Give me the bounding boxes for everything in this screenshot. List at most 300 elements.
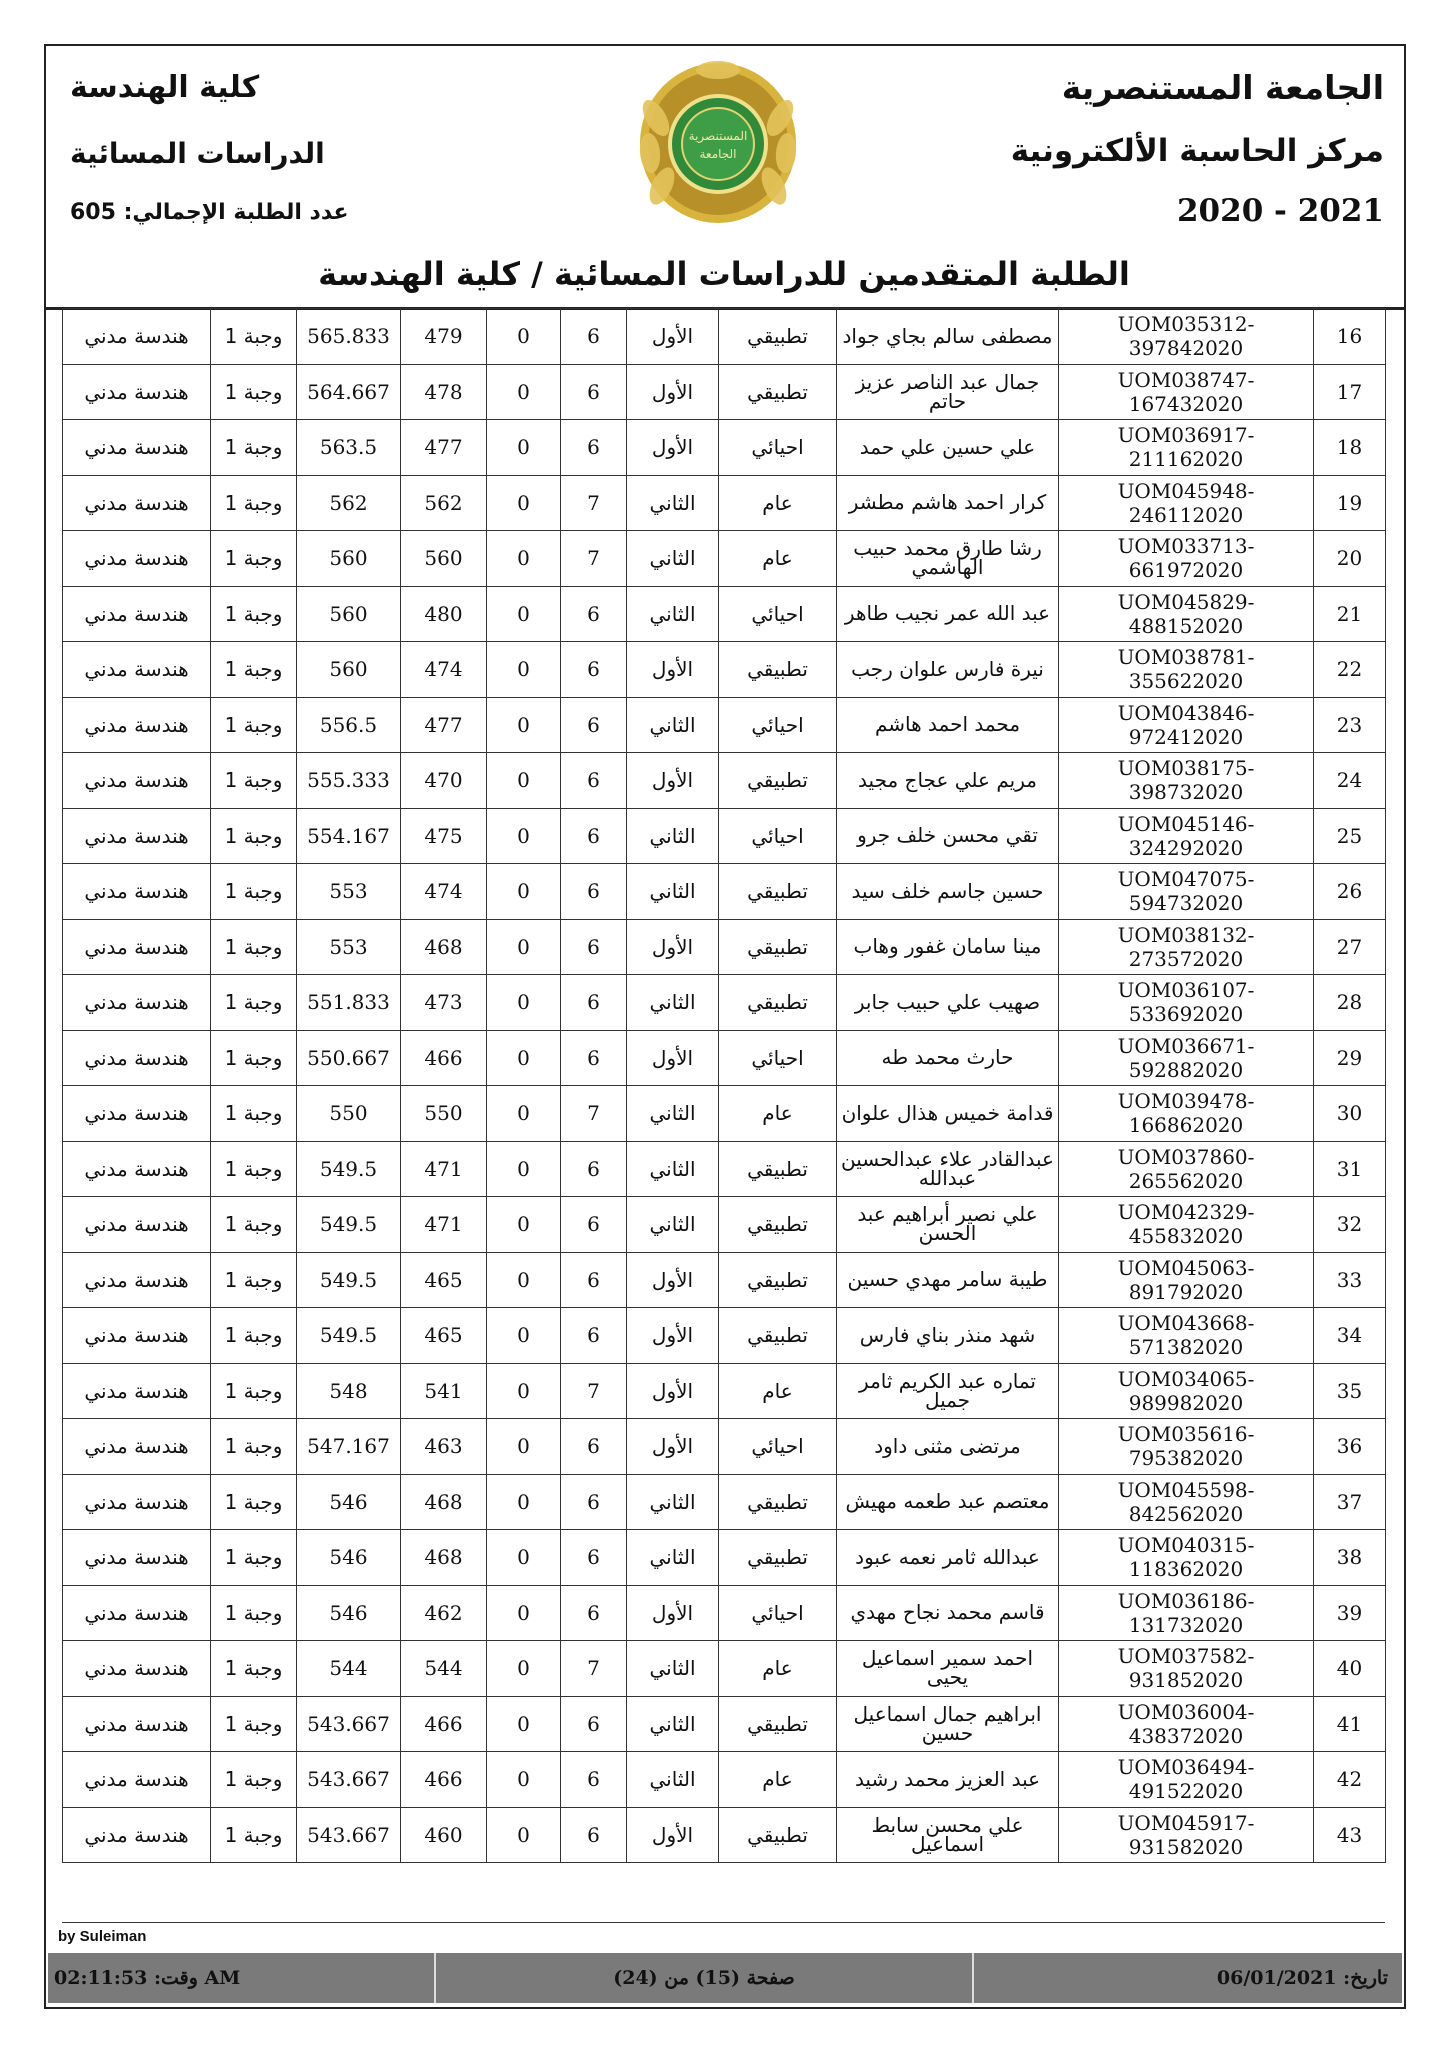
score-cell: 462 — [401, 1585, 487, 1641]
phase-cell: وجبة 1 — [211, 808, 297, 864]
row-number-cell: 17 — [1314, 364, 1386, 420]
round-cell: الأول — [627, 753, 719, 809]
average-cell: 549.5 — [297, 1141, 401, 1197]
phase-cell: وجبة 1 — [211, 475, 297, 531]
row-number-cell: 30 — [1314, 1086, 1386, 1142]
student-name-cell: عبد الله عمر نجيب طاهر — [837, 586, 1059, 642]
row-number-cell: 26 — [1314, 864, 1386, 920]
department-cell: هندسة مدني — [63, 1585, 211, 1641]
table-row — [63, 475, 1386, 531]
university-name: الجامعة المستنصرية — [1061, 68, 1384, 107]
count2-cell: 0 — [487, 1197, 561, 1253]
count1-cell: 7 — [561, 1641, 627, 1697]
university-seal-logo — [636, 58, 801, 228]
phase-cell: وجبة 1 — [211, 309, 297, 365]
department-cell: هندسة مدني — [63, 1086, 211, 1142]
student-name-cell: شهد منذر بناي فارس — [837, 1308, 1059, 1364]
round-cell: الأول — [627, 1252, 719, 1308]
branch-cell: احيائي — [719, 697, 837, 753]
row-number-cell: 29 — [1314, 1030, 1386, 1086]
row-number-cell: 39 — [1314, 1585, 1386, 1641]
round-cell: الثاني — [627, 1141, 719, 1197]
table-row — [63, 1696, 1386, 1752]
student-code-cell: UOM040315-118362020 — [1059, 1530, 1314, 1586]
branch-cell: تطبيقي — [719, 1252, 837, 1308]
score-cell: 477 — [401, 420, 487, 476]
department-cell: هندسة مدني — [63, 975, 211, 1031]
student-name-cell: علي نصير أبراهيم عبد الحسن — [837, 1197, 1059, 1253]
round-cell: الثاني — [627, 864, 719, 920]
phase-cell: وجبة 1 — [211, 1419, 297, 1475]
academic-year: 2020 - 2021 — [1176, 193, 1384, 229]
count1-cell: 6 — [561, 1252, 627, 1308]
branch-cell: احيائي — [719, 808, 837, 864]
phase-cell: وجبة 1 — [211, 364, 297, 420]
department-cell: هندسة مدني — [63, 1308, 211, 1364]
department-cell: هندسة مدني — [63, 1419, 211, 1475]
average-cell: 563.5 — [297, 420, 401, 476]
count1-cell: 6 — [561, 1696, 627, 1752]
bottom-divider — [62, 1922, 1385, 1923]
branch-cell: تطبيقي — [719, 642, 837, 698]
count1-cell: 6 — [561, 1141, 627, 1197]
department-cell: هندسة مدني — [63, 1474, 211, 1530]
count2-cell: 0 — [487, 475, 561, 531]
count2-cell: 0 — [487, 753, 561, 809]
row-number-cell: 40 — [1314, 1641, 1386, 1697]
student-name-cell: كرار احمد هاشم مطشر — [837, 475, 1059, 531]
svg-text:الجامعة: الجامعة — [699, 147, 737, 161]
count2-cell: 0 — [487, 864, 561, 920]
branch-cell: احيائي — [719, 1030, 837, 1086]
table-row — [63, 1585, 1386, 1641]
count2-cell: 0 — [487, 1030, 561, 1086]
branch-cell: تطبيقي — [719, 1530, 837, 1586]
table-row — [63, 642, 1386, 698]
phase-cell: وجبة 1 — [211, 1086, 297, 1142]
count2-cell: 0 — [487, 1752, 561, 1808]
department-cell: هندسة مدني — [63, 864, 211, 920]
branch-cell: احيائي — [719, 1585, 837, 1641]
score-cell: 466 — [401, 1030, 487, 1086]
count1-cell: 6 — [561, 1585, 627, 1641]
table-row — [63, 420, 1386, 476]
department-cell: هندسة مدني — [63, 1752, 211, 1808]
row-number-cell: 31 — [1314, 1141, 1386, 1197]
row-number-cell: 21 — [1314, 586, 1386, 642]
average-cell: 565.833 — [297, 309, 401, 365]
average-cell: 562 — [297, 475, 401, 531]
score-cell: 562 — [401, 475, 487, 531]
phase-cell: وجبة 1 — [211, 1696, 297, 1752]
table-row — [63, 1363, 1386, 1419]
average-cell: 550 — [297, 1086, 401, 1142]
count1-cell: 6 — [561, 1752, 627, 1808]
student-code-cell: UOM036107-533692020 — [1059, 975, 1314, 1031]
phase-cell: وجبة 1 — [211, 420, 297, 476]
row-number-cell: 16 — [1314, 309, 1386, 365]
count1-cell: 6 — [561, 420, 627, 476]
round-cell: الثاني — [627, 586, 719, 642]
average-cell: 543.667 — [297, 1807, 401, 1863]
row-number-cell: 34 — [1314, 1308, 1386, 1364]
phase-cell: وجبة 1 — [211, 1807, 297, 1863]
count1-cell: 6 — [561, 364, 627, 420]
row-number-cell: 28 — [1314, 975, 1386, 1031]
branch-cell: عام — [719, 1363, 837, 1419]
branch-cell: تطبيقي — [719, 1197, 837, 1253]
average-cell: 560 — [297, 531, 401, 587]
average-cell: 546 — [297, 1585, 401, 1641]
branch-cell: تطبيقي — [719, 1308, 837, 1364]
student-name-cell: معتصم عبد طعمه مهيش — [837, 1474, 1059, 1530]
score-cell: 465 — [401, 1308, 487, 1364]
student-code-cell: UOM038175-398732020 — [1059, 753, 1314, 809]
student-name-cell: حسين جاسم خلف سيد — [837, 864, 1059, 920]
row-number-cell: 42 — [1314, 1752, 1386, 1808]
count1-cell: 6 — [561, 1308, 627, 1364]
row-number-cell: 38 — [1314, 1530, 1386, 1586]
department-cell: هندسة مدني — [63, 309, 211, 365]
phase-cell: وجبة 1 — [211, 531, 297, 587]
table-row — [63, 1474, 1386, 1530]
branch-cell: تطبيقي — [719, 309, 837, 365]
department-cell: هندسة مدني — [63, 697, 211, 753]
score-cell: 474 — [401, 642, 487, 698]
row-number-cell: 32 — [1314, 1197, 1386, 1253]
count2-cell: 0 — [487, 1530, 561, 1586]
department-cell: هندسة مدني — [63, 1696, 211, 1752]
table-row — [63, 309, 1386, 365]
count1-cell: 7 — [561, 531, 627, 587]
score-cell: 466 — [401, 1752, 487, 1808]
branch-cell: عام — [719, 1752, 837, 1808]
print-time: وقت: 02:11:53 AM — [48, 1953, 436, 2003]
department-cell: هندسة مدني — [63, 364, 211, 420]
student-name-cell: قاسم محمد نجاح مهدي — [837, 1585, 1059, 1641]
round-cell: الأول — [627, 364, 719, 420]
student-code-cell: UOM037582-931852020 — [1059, 1641, 1314, 1697]
score-cell: 473 — [401, 975, 487, 1031]
row-number-cell: 36 — [1314, 1419, 1386, 1475]
results-table-body — [63, 309, 1386, 1863]
total-students: عدد الطلبة الإجمالي: 605 — [70, 200, 349, 225]
count2-cell: 0 — [487, 1308, 561, 1364]
count1-cell: 6 — [561, 1474, 627, 1530]
student-code-cell: UOM038747-167432020 — [1059, 364, 1314, 420]
count2-cell: 0 — [487, 364, 561, 420]
average-cell: 553 — [297, 864, 401, 920]
student-name-cell: علي حسين علي حمد — [837, 420, 1059, 476]
student-code-cell: UOM043846-972412020 — [1059, 697, 1314, 753]
count2-cell: 0 — [487, 586, 561, 642]
student-code-cell: UOM036671-592882020 — [1059, 1030, 1314, 1086]
phase-cell: وجبة 1 — [211, 697, 297, 753]
count2-cell: 0 — [487, 1086, 561, 1142]
count1-cell: 7 — [561, 1086, 627, 1142]
student-code-cell: UOM045063-891792020 — [1059, 1252, 1314, 1308]
average-cell: 556.5 — [297, 697, 401, 753]
count1-cell: 6 — [561, 309, 627, 365]
row-number-cell: 22 — [1314, 642, 1386, 698]
student-name-cell: ابراهيم جمال اسماعيل حسين — [837, 1696, 1059, 1752]
phase-cell: وجبة 1 — [211, 642, 297, 698]
table-row — [63, 1030, 1386, 1086]
count2-cell: 0 — [487, 1252, 561, 1308]
table-row — [63, 697, 1386, 753]
student-code-cell: UOM042329-455832020 — [1059, 1197, 1314, 1253]
branch-cell: احيائي — [719, 420, 837, 476]
row-number-cell: 27 — [1314, 919, 1386, 975]
student-name-cell: عبدالقادر علاء عبدالحسين عبدالله — [837, 1141, 1059, 1197]
student-code-cell: UOM043668-571382020 — [1059, 1308, 1314, 1364]
branch-cell: عام — [719, 1086, 837, 1142]
student-name-cell: تقي محسن خلف جرو — [837, 808, 1059, 864]
student-code-cell: UOM045917-931582020 — [1059, 1807, 1314, 1863]
score-cell: 471 — [401, 1197, 487, 1253]
student-name-cell: محمد احمد هاشم — [837, 697, 1059, 753]
score-cell: 475 — [401, 808, 487, 864]
department-cell: هندسة مدني — [63, 919, 211, 975]
average-cell: 549.5 — [297, 1197, 401, 1253]
phase-cell: وجبة 1 — [211, 1030, 297, 1086]
count1-cell: 6 — [561, 1807, 627, 1863]
department-cell: هندسة مدني — [63, 531, 211, 587]
student-name-cell: طيبة سامر مهدي حسين — [837, 1252, 1059, 1308]
row-number-cell: 23 — [1314, 697, 1386, 753]
department-cell: هندسة مدني — [63, 808, 211, 864]
round-cell: الثاني — [627, 1530, 719, 1586]
table-row — [63, 1807, 1386, 1863]
count2-cell: 0 — [487, 697, 561, 753]
student-code-cell: UOM047075-594732020 — [1059, 864, 1314, 920]
round-cell: الأول — [627, 1419, 719, 1475]
count1-cell: 6 — [561, 1530, 627, 1586]
round-cell: الثاني — [627, 1474, 719, 1530]
average-cell: 560 — [297, 642, 401, 698]
count1-cell: 6 — [561, 697, 627, 753]
results-table — [62, 308, 1386, 1863]
count1-cell: 6 — [561, 753, 627, 809]
count2-cell: 0 — [487, 420, 561, 476]
count2-cell: 0 — [487, 1807, 561, 1863]
average-cell: 548 — [297, 1363, 401, 1419]
score-cell: 544 — [401, 1641, 487, 1697]
table-row — [63, 1641, 1386, 1697]
average-cell: 564.667 — [297, 364, 401, 420]
student-code-cell: UOM033713-661972020 — [1059, 531, 1314, 587]
score-cell: 471 — [401, 1141, 487, 1197]
student-code-cell: UOM039478-166862020 — [1059, 1086, 1314, 1142]
table-row — [63, 1530, 1386, 1586]
count2-cell: 0 — [487, 808, 561, 864]
score-cell: 541 — [401, 1363, 487, 1419]
round-cell: الأول — [627, 1585, 719, 1641]
department-cell: هندسة مدني — [63, 1252, 211, 1308]
student-name-cell: جمال عبد الناصر عزيز حاتم — [837, 364, 1059, 420]
author-credit: by Suleiman — [58, 1928, 147, 1945]
count2-cell: 0 — [487, 1474, 561, 1530]
score-cell: 470 — [401, 753, 487, 809]
student-code-cell: UOM036004-438372020 — [1059, 1696, 1314, 1752]
footer-bar — [48, 1953, 1402, 2003]
department-cell: هندسة مدني — [63, 1141, 211, 1197]
average-cell: 543.667 — [297, 1696, 401, 1752]
average-cell: 549.5 — [297, 1252, 401, 1308]
round-cell: الثاني — [627, 808, 719, 864]
table-row — [63, 975, 1386, 1031]
round-cell: الأول — [627, 1807, 719, 1863]
round-cell: الأول — [627, 919, 719, 975]
student-name-cell: علي محسن سابط اسماعيل — [837, 1807, 1059, 1863]
round-cell: الثاني — [627, 1197, 719, 1253]
row-number-cell: 19 — [1314, 475, 1386, 531]
branch-cell: احيائي — [719, 586, 837, 642]
table-row — [63, 1308, 1386, 1364]
branch-cell: تطبيقي — [719, 1474, 837, 1530]
department-cell: هندسة مدني — [63, 1641, 211, 1697]
count1-cell: 6 — [561, 808, 627, 864]
table-row — [63, 808, 1386, 864]
round-cell: الأول — [627, 642, 719, 698]
round-cell: الأول — [627, 1030, 719, 1086]
row-number-cell: 18 — [1314, 420, 1386, 476]
count1-cell: 6 — [561, 975, 627, 1031]
average-cell: 550.667 — [297, 1030, 401, 1086]
count1-cell: 6 — [561, 586, 627, 642]
round-cell: الثاني — [627, 1696, 719, 1752]
phase-cell: وجبة 1 — [211, 1474, 297, 1530]
page-title: الطلبة المتقدمين للدراسات المسائية / كلية الهندسة — [318, 255, 1130, 293]
student-code-cell: UOM045598-842562020 — [1059, 1474, 1314, 1530]
student-code-cell: UOM036917-211162020 — [1059, 420, 1314, 476]
phase-cell: وجبة 1 — [211, 1752, 297, 1808]
student-code-cell: UOM037860-265562020 — [1059, 1141, 1314, 1197]
branch-cell: تطبيقي — [719, 1141, 837, 1197]
round-cell: الثاني — [627, 1752, 719, 1808]
phase-cell: وجبة 1 — [211, 919, 297, 975]
phase-cell: وجبة 1 — [211, 975, 297, 1031]
score-cell: 550 — [401, 1086, 487, 1142]
score-cell: 474 — [401, 864, 487, 920]
phase-cell: وجبة 1 — [211, 1641, 297, 1697]
count2-cell: 0 — [487, 975, 561, 1031]
branch-cell: تطبيقي — [719, 975, 837, 1031]
table-row — [63, 586, 1386, 642]
count2-cell: 0 — [487, 1696, 561, 1752]
count1-cell: 6 — [561, 919, 627, 975]
round-cell: الأول — [627, 1308, 719, 1364]
student-code-cell: UOM038781-355622020 — [1059, 642, 1314, 698]
student-name-cell: احمد سمير اسماعيل يحيى — [837, 1641, 1059, 1697]
count1-cell: 6 — [561, 1030, 627, 1086]
table-row — [63, 531, 1386, 587]
phase-cell: وجبة 1 — [211, 1530, 297, 1586]
average-cell: 553 — [297, 919, 401, 975]
round-cell: الثاني — [627, 1641, 719, 1697]
department-cell: هندسة مدني — [63, 1197, 211, 1253]
score-cell: 463 — [401, 1419, 487, 1475]
branch-cell: تطبيقي — [719, 1696, 837, 1752]
department-cell: هندسة مدني — [63, 753, 211, 809]
count1-cell: 7 — [561, 1363, 627, 1419]
round-cell: الثاني — [627, 531, 719, 587]
student-name-cell: حارث محمد طه — [837, 1030, 1059, 1086]
branch-cell: عام — [719, 1641, 837, 1697]
computer-center-name: مركز الحاسبة الألكترونية — [1010, 133, 1384, 169]
student-name-cell: مصطفى سالم بجاي جواد — [837, 309, 1059, 365]
phase-cell: وجبة 1 — [211, 1197, 297, 1253]
department-cell: هندسة مدني — [63, 1530, 211, 1586]
average-cell: 546 — [297, 1474, 401, 1530]
department-cell: هندسة مدني — [63, 586, 211, 642]
department-cell: هندسة مدني — [63, 420, 211, 476]
count2-cell: 0 — [487, 531, 561, 587]
student-code-cell: UOM035616-795382020 — [1059, 1419, 1314, 1475]
score-cell: 460 — [401, 1807, 487, 1863]
student-name-cell: عبد العزيز محمد رشيد — [837, 1752, 1059, 1808]
score-cell: 479 — [401, 309, 487, 365]
student-name-cell: صهيب علي حبيب جابر — [837, 975, 1059, 1031]
count2-cell: 0 — [487, 1363, 561, 1419]
average-cell: 546 — [297, 1530, 401, 1586]
round-cell: الأول — [627, 309, 719, 365]
count2-cell: 0 — [487, 1585, 561, 1641]
count1-cell: 6 — [561, 1419, 627, 1475]
table-row — [63, 1252, 1386, 1308]
student-code-cell: UOM036494-491522020 — [1059, 1752, 1314, 1808]
count2-cell: 0 — [487, 919, 561, 975]
print-date: تاريخ: 06/01/2021 — [1216, 1967, 1388, 1989]
student-code-cell: UOM045146-324292020 — [1059, 808, 1314, 864]
phase-cell: وجبة 1 — [211, 1363, 297, 1419]
round-cell: الأول — [627, 420, 719, 476]
row-number-cell: 24 — [1314, 753, 1386, 809]
table-row — [63, 1141, 1386, 1197]
phase-cell: وجبة 1 — [211, 753, 297, 809]
student-code-cell: UOM035312-397842020 — [1059, 309, 1314, 365]
table-row — [63, 1419, 1386, 1475]
score-cell: 468 — [401, 1530, 487, 1586]
study-type: الدراسات المسائية — [70, 137, 325, 170]
student-code-cell: UOM045948-246112020 — [1059, 475, 1314, 531]
average-cell: 547.167 — [297, 1419, 401, 1475]
student-code-cell: UOM036186-131732020 — [1059, 1585, 1314, 1641]
table-row — [63, 1752, 1386, 1808]
phase-cell: وجبة 1 — [211, 586, 297, 642]
score-cell: 477 — [401, 697, 487, 753]
average-cell: 543.667 — [297, 1752, 401, 1808]
row-number-cell: 43 — [1314, 1807, 1386, 1863]
table-row — [63, 753, 1386, 809]
student-name-cell: قدامة خميس هذال علوان — [837, 1086, 1059, 1142]
score-cell: 468 — [401, 1474, 487, 1530]
page-indicator: صفحة (15) من (24) — [436, 1953, 974, 2003]
table-row — [63, 1197, 1386, 1253]
row-number-cell: 33 — [1314, 1252, 1386, 1308]
row-number-cell: 20 — [1314, 531, 1386, 587]
student-name-cell: مريم علي عجاج مجيد — [837, 753, 1059, 809]
phase-cell: وجبة 1 — [211, 864, 297, 920]
student-name-cell: تماره عبد الكريم ثامر جميل — [837, 1363, 1059, 1419]
average-cell: 555.333 — [297, 753, 401, 809]
count1-cell: 6 — [561, 1197, 627, 1253]
row-number-cell: 25 — [1314, 808, 1386, 864]
round-cell: الأول — [627, 1363, 719, 1419]
average-cell: 554.167 — [297, 808, 401, 864]
branch-cell: تطبيقي — [719, 864, 837, 920]
row-number-cell: 41 — [1314, 1696, 1386, 1752]
